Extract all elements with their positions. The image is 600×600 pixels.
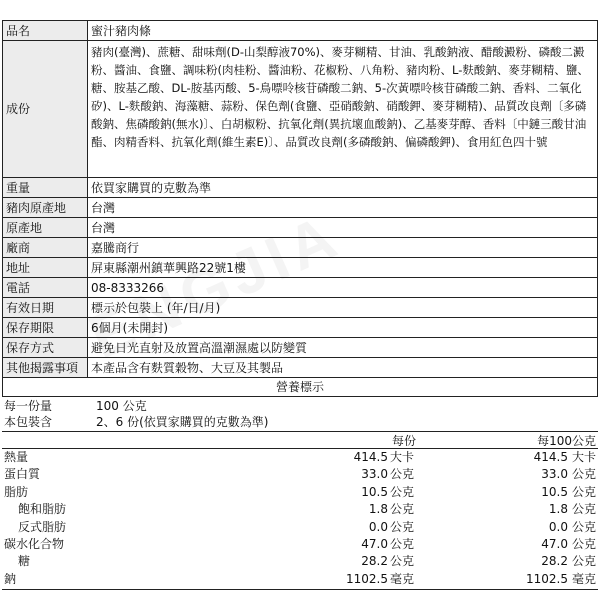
maker-value: 嘉騰商行 [88, 238, 598, 258]
per-serving-value: 1102.5 [346, 571, 388, 586]
nutrition-row [2, 519, 598, 536]
nutrient-name: 糖 [18, 554, 31, 569]
per-100g-unit: 大卡 [572, 450, 597, 464]
storage-label: 保存方式 [3, 338, 88, 358]
product-info-sheet [2, 20, 598, 397]
nutrition-row [2, 449, 598, 466]
per-serving-value: 33.0 [361, 467, 388, 482]
per-100g-unit: 公克 [572, 519, 597, 534]
per-serving-unit: 公克 [390, 502, 415, 517]
phone-value: 08-8333266 [88, 278, 598, 298]
ingredients-label: 成份 [3, 41, 88, 178]
per-serving-value: 10.5 [361, 484, 388, 499]
per-100g-value: 28.2 [541, 554, 568, 569]
disclosure-label: 其他揭露事項 [3, 358, 88, 378]
per-100g-unit: 毫克 [572, 571, 597, 586]
address-value: 屏東縣潮州鎮華興路22號1樓 [88, 258, 598, 278]
phone-label: 電話 [3, 278, 88, 298]
per-serving-header: 每份 [391, 434, 416, 448]
nutrient-name: 鈉 [4, 571, 17, 586]
address-label: 地址 [3, 258, 88, 278]
nutrition-row [2, 484, 598, 501]
expiry-value: 標示於包裝上 (年/日/月) [88, 298, 598, 318]
row-shelf-life [3, 318, 598, 338]
nutrient-name: 脂肪 [4, 484, 29, 499]
per-100g-unit: 公克 [572, 502, 597, 517]
per-serving-unit: 公克 [390, 554, 415, 569]
serving-size-row [2, 398, 598, 414]
serving-info [2, 398, 598, 430]
row-storage [3, 338, 598, 358]
per-serving-value: 0.0 [368, 519, 388, 534]
row-address [3, 258, 598, 278]
per-100g-value: 10.5 [541, 484, 568, 499]
divider [2, 589, 598, 590]
pork-origin-value: 台灣 [88, 198, 598, 218]
servings-label: 本包裝含 [4, 415, 53, 429]
shelf-value: 6個月(未開封) [88, 318, 598, 338]
nutrition-row [2, 553, 598, 570]
per-serving-unit: 毫克 [390, 571, 415, 586]
per-serving-unit: 公克 [390, 467, 415, 482]
per-100g-unit: 公克 [572, 484, 597, 499]
pork-origin-label: 豬肉原產地 [3, 198, 88, 218]
nutrition-row [2, 501, 598, 518]
nutrient-name: 碳水化合物 [4, 536, 65, 551]
ingredients-value: 豬肉(臺灣)、蔗糖、甜味劑(D-山梨醇液70%)、麥芽糊精、甘油、乳酸鈉液、醋酸澱粉、磷酸二澱粉、醬油、食鹽、調味粉(肉桂粉、醬油粉、花椒粉、八角粉、豬肉粉、L-麩酸鈉、麥芽糊精、鹽、糖、胺基乙酸、DL-胺基丙酸、5-鳥嘌呤核苷磷酸二鈉、5-次黃嘌呤核苷磷酸二鈉、香料、二氧化矽)、L-麩酸鈉、海藻糖、蒜粉、保色劑(食鹽、亞硝酸鈉、硝酸鉀、麥芽糊精)、品質改良劑〔多磷酸鈉、焦磷酸鈉(無水)〕、白胡椒粉、抗氧化劑(異抗壞血酸鈉)、乙基麥芽醇、香料〔中鏈三酸甘油酯、肉精香料、抗氧化劑(維生素E)〕、品質改良劑(多磷酸鈉、偏磷酸鉀)、食用紅色四十號 [88, 41, 598, 178]
weight-label: 重量 [3, 178, 88, 198]
expiry-label: 有效日期 [3, 298, 88, 318]
per-serving-unit: 公克 [390, 484, 415, 499]
per-serving-value: 47.0 [361, 536, 388, 551]
nutrition-row [2, 466, 598, 483]
serving-label: 每一份量 [4, 399, 53, 413]
per-100g-unit: 公克 [572, 467, 597, 482]
row-ingredients [3, 41, 598, 178]
servings-value: 2、6 份(依買家購買的克數為準) [96, 415, 269, 429]
storage-value: 避免日光直射及放置高溫潮濕處以防變質 [88, 338, 598, 358]
per-100g-header: 每100公克 [537, 434, 596, 448]
row-expiry [3, 298, 598, 318]
row-nutrition-title [3, 378, 598, 397]
serving-value: 100 公克 [96, 399, 147, 413]
weight-value: 依買家購買的克數為準 [88, 178, 598, 198]
per-100g-value: 0.0 [548, 519, 568, 534]
nutrition-title: 營養標示 [3, 378, 598, 397]
per-100g-value: 47.0 [541, 536, 568, 551]
per-serving-unit: 大卡 [390, 450, 415, 464]
per-serving-value: 1.8 [368, 502, 388, 517]
row-origin [3, 218, 598, 238]
name-value: 蜜汁豬肉條 [88, 21, 598, 41]
row-pork-origin [3, 198, 598, 218]
row-weight [3, 178, 598, 198]
shelf-label: 保存期限 [3, 318, 88, 338]
per-100g-value: 1102.5 [526, 571, 568, 586]
nutrient-name: 飽和脂肪 [18, 502, 67, 517]
nutrition-column-header [2, 432, 598, 448]
nutrient-name: 反式脂肪 [18, 519, 67, 534]
row-disclosure [3, 358, 598, 378]
row-maker [3, 238, 598, 258]
disclosure-value: 本產品含有麩質穀物、大豆及其製品 [88, 358, 598, 378]
nutrition-table [2, 449, 598, 588]
name-label: 品名 [3, 21, 88, 41]
per-100g-value: 1.8 [548, 502, 568, 517]
nutrition-row [2, 571, 598, 588]
servings-per-package-row [2, 414, 598, 430]
row-phone [3, 278, 598, 298]
origin-value: 台灣 [88, 218, 598, 238]
product-info-table [2, 20, 598, 397]
per-100g-value: 414.5 [533, 450, 568, 464]
per-100g-value: 33.0 [541, 467, 568, 482]
nutrient-name: 熱量 [4, 450, 29, 464]
per-serving-unit: 公克 [390, 519, 415, 534]
per-serving-value: 28.2 [361, 554, 388, 569]
origin-label: 原產地 [3, 218, 88, 238]
maker-label: 廠商 [3, 238, 88, 258]
per-100g-unit: 公克 [572, 536, 597, 551]
row-name [3, 21, 598, 41]
nutrient-name: 蛋白質 [4, 467, 41, 482]
per-serving-unit: 公克 [390, 536, 415, 551]
per-100g-unit: 公克 [572, 554, 597, 569]
nutrition-row [2, 536, 598, 553]
per-serving-value: 414.5 [353, 450, 388, 464]
